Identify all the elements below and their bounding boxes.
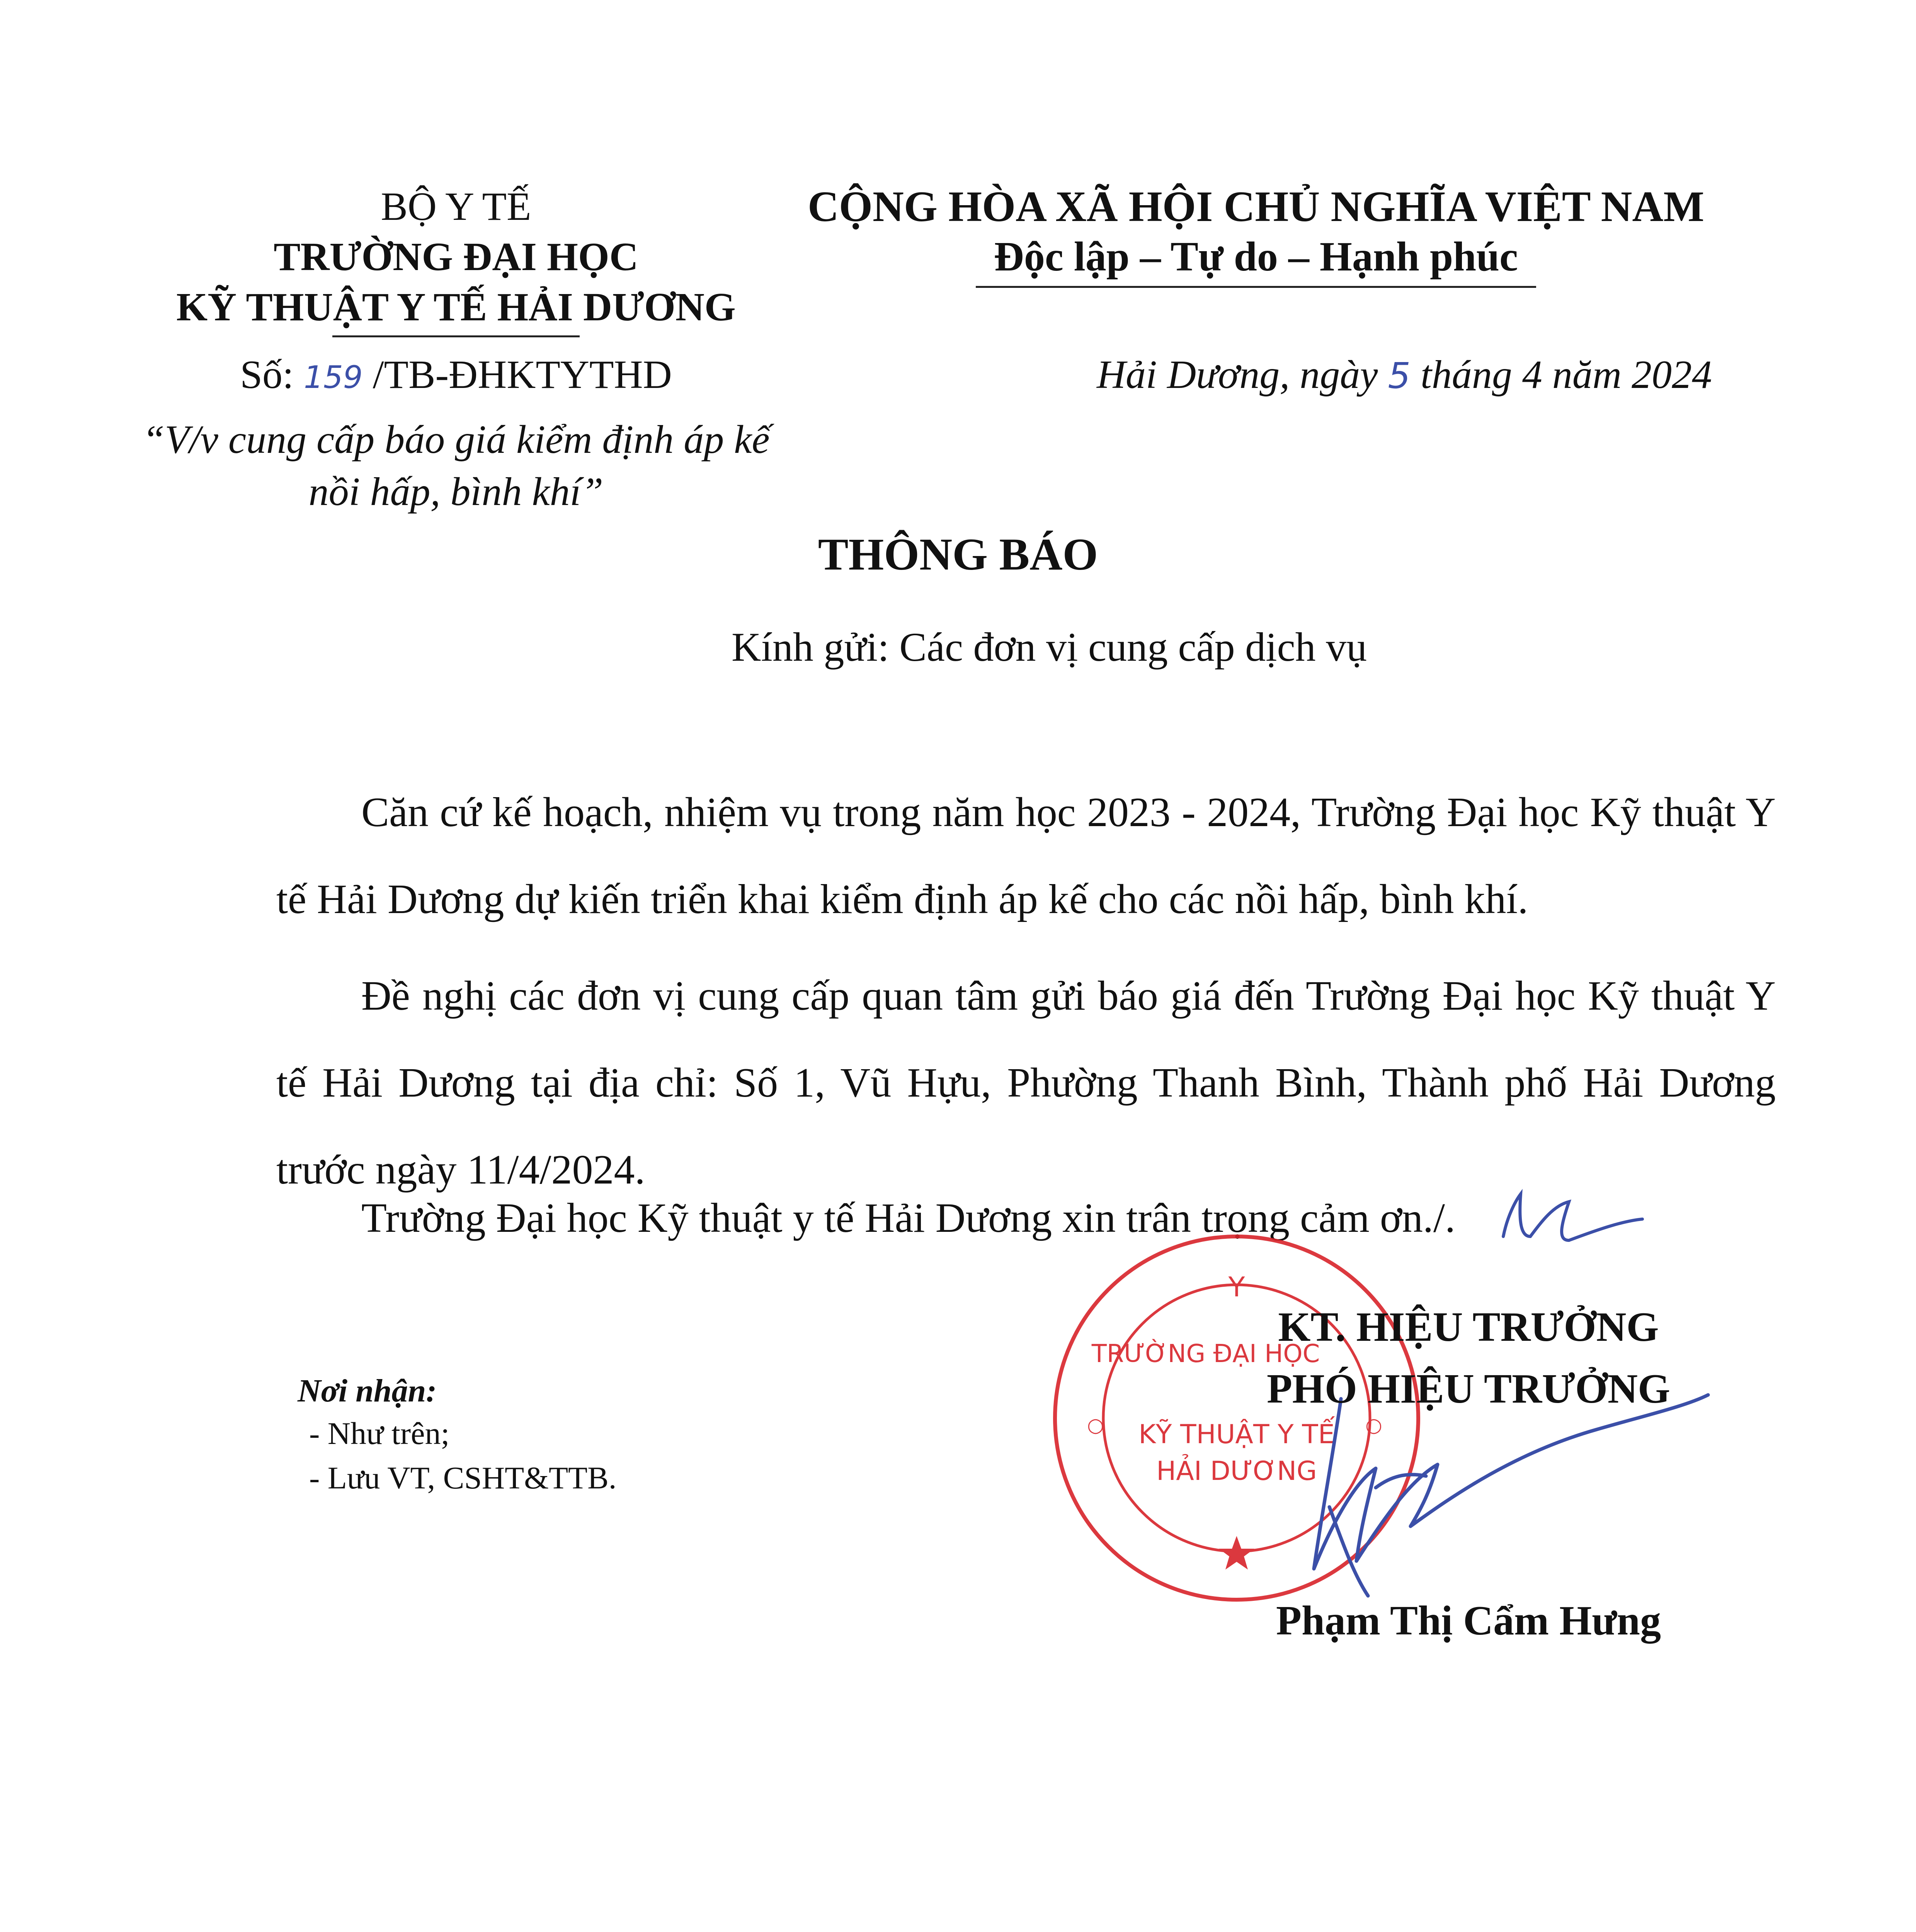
country-name: CỘNG HÒA XÃ HỘI CHỦ NGHĨA VIỆT NAM [807,183,1705,231]
date-prefix: Hải Dương, ngày [1096,352,1378,397]
stamp-text-line1: KỸ THUẬT Y TẾ [1138,1419,1335,1450]
signature-title-line1: KT. HIỆU TRƯỞNG [1278,1304,1659,1350]
date-suffix: tháng 4 năm 2024 [1421,352,1712,397]
school-name-line2: KỸ THUẬT Y TẾ HẢI DƯƠNG [176,285,736,329]
stamp-ring-text: TRƯỜNG ĐẠI HỌC [1091,1340,1320,1368]
doc-number-suffix: /TB-ĐHKTYTHD [373,352,672,397]
doc-number-handwritten: 159 [303,359,363,395]
stamp-side-mark-left: ○ [1087,1414,1104,1436]
national-motto: Độc lập – Tự do – Hạnh phúc [994,234,1518,280]
recipient-item: - Lưu VT, CSHT&TTB. [309,1460,617,1495]
date-day-handwritten: 5 [1388,355,1411,396]
school-name-line1: TRƯỜNG ĐẠI HỌC [274,235,638,279]
signer-name: Phạm Thị Cẩm Hưng [1276,1598,1661,1644]
doc-number-prefix: Số: [240,352,294,397]
body-paragraph-2: Đề nghị các đơn vị cung cấp quan tâm gửi báo giá đến Trường Đại học Kỹ thuật Y tế Hải Dương tại địa chỉ: Số 1, Vũ Hựu, Phường Thanh Bình, Thành phố Hải Dương trước ngày 11/4/2024. [276,973,1776,1193]
subject-line2: nồi hấp, bình khí” [308,469,604,514]
stamp-top-text: Y [1228,1271,1245,1303]
document-title: THÔNG BÁO [818,529,1098,580]
body-paragraph-1: Căn cứ kế hoạch, nhiệm vụ trong năm học 2023 - 2024, Trường Đại học Kỹ thuật Y tế Hải Dương dự kiến triển khai kiểm định áp kế cho các nồi hấp, bình khí. [276,789,1776,922]
stamp-side-mark-right: ○ [1365,1414,1382,1436]
stamp-star-icon [1219,1536,1254,1570]
body-paragraph-3: Trường Đại học Kỹ thuật y tế Hải Dương xin trân trọng cảm ơn./. [361,1195,1455,1241]
stamp-text-line2: HẢI DƯƠNG [1156,1456,1317,1486]
subject-line1: “V/v cung cấp báo giá kiểm định áp kế [142,417,770,462]
recipient-line: Kính gửi: Các đơn vị cung cấp dịch vụ [731,624,1367,670]
initials-mark [1503,1194,1642,1240]
signature-title-line2: PHÓ HIỆU TRƯỞNG [1266,1366,1671,1412]
ministry-name: BỘ Y TẾ [381,184,531,229]
recipients-heading: Nơi nhận: [298,1373,437,1409]
recipient-item: - Như trên; [309,1416,450,1451]
